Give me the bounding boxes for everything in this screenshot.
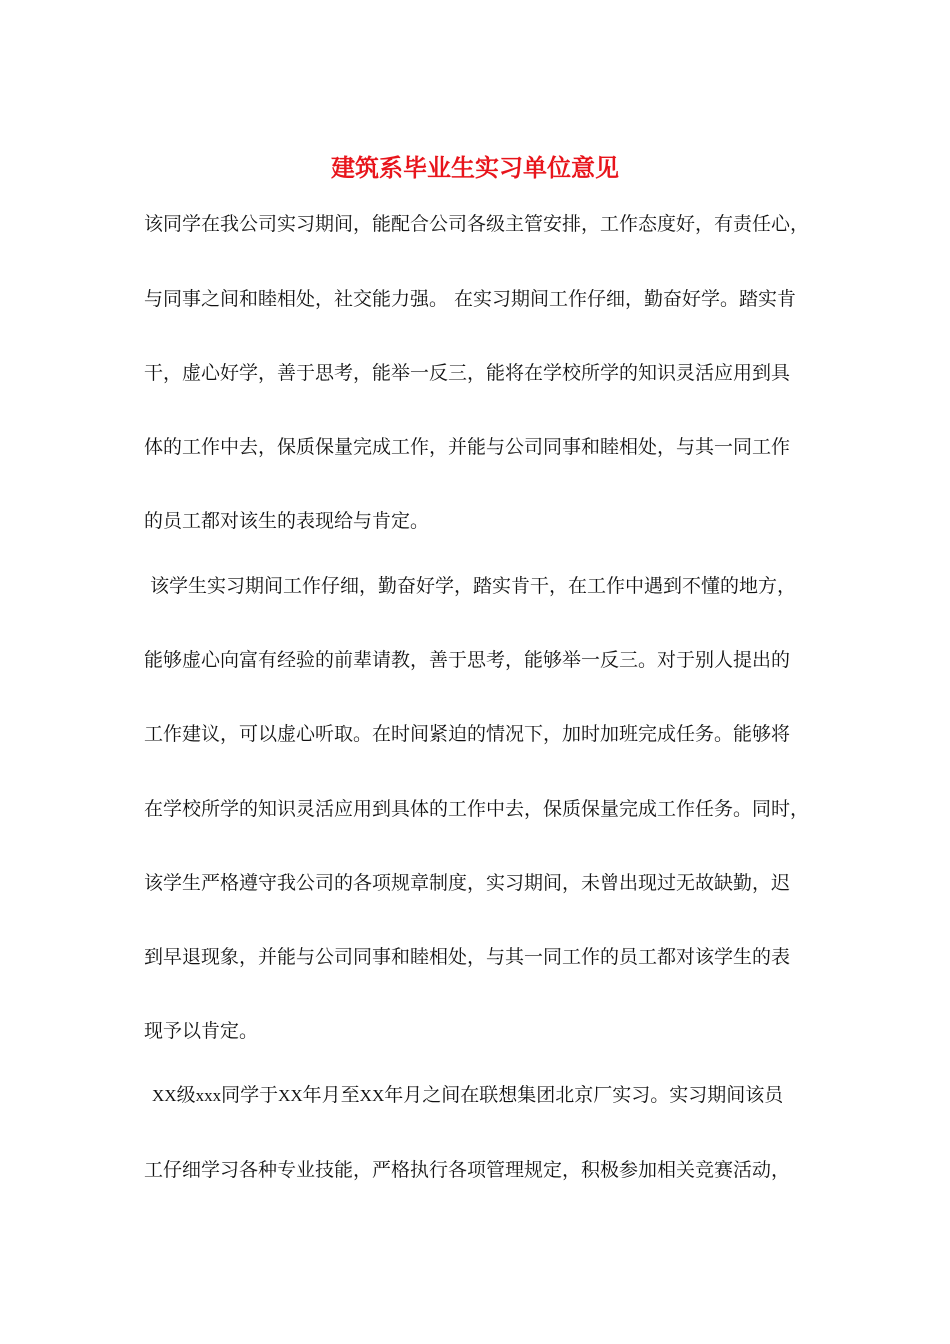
paragraph-3-line-1: [152, 1080, 783, 1111]
paragraph-2-line-1: 该学生实习期间工作仔细，勤奋好学，踏实肯干，在工作中遇到不懂的地方，: [144, 575, 797, 597]
paragraph-1-line-3: 干，虚心好学，善于思考，能举一反三，能将在学校所学的知识灵活应用到具: [144, 362, 791, 384]
student-name-placeholder: xxx: [195, 1086, 222, 1105]
start-year-placeholder: XX: [278, 1086, 303, 1105]
paragraph-1-line-2: 与同事之间和睦相处，社交能力强。 在实习期间工作仔细，勤奋好学。踏实肯: [144, 288, 797, 310]
paragraph-1-line-4: 体的工作中去，保质保量完成工作，并能与公司同事和睦相处，与其一同工作: [144, 436, 791, 458]
end-year-placeholder: XX: [359, 1086, 385, 1105]
paragraph-2-line-7: 现予以肯定。: [144, 1020, 259, 1042]
text-fragment: 级: [176, 1084, 196, 1106]
paragraph-1-line-5: 的员工都对该生的表现给与肯定。: [144, 510, 430, 532]
text-fragment: 年月之间在联想集团北京厂实习。实习期间该员: [384, 1084, 784, 1106]
paragraph-1-line-1: 该同学在我公司实习期间，能配合公司各级主管安排，工作态度好，有责任心，: [144, 213, 810, 235]
paragraph-3-line-2: 工仔细学习各种专业技能，严格执行各项管理规定，积极参加相关竞赛活动，: [144, 1159, 791, 1181]
text-fragment: 同学于: [221, 1084, 279, 1106]
text-fragment: 年月至: [302, 1084, 360, 1106]
paragraph-2-line-2: 能够虚心向富有经验的前辈请教，善于思考，能够举一反三。对于别人提出的: [144, 649, 791, 671]
grade-placeholder: XX: [152, 1086, 177, 1105]
paragraph-2-line-3: 工作建议，可以虚心听取。在时间紧迫的情况下，加时加班完成任务。能够将: [144, 723, 791, 745]
paragraph-2-line-5: 该学生严格遵守我公司的各项规章制度，实习期间，未曾出现过无故缺勤，迟: [144, 872, 791, 894]
paragraph-2-line-6: 到早退现象，并能与公司同事和睦相处，与其一同工作的员工都对该学生的表: [144, 946, 791, 968]
document-title: 建筑系毕业生实习单位意见: [331, 153, 619, 182]
paragraph-2-line-4: 在学校所学的知识灵活应用到具体的工作中去，保质保量完成工作任务。同时，: [144, 798, 810, 820]
